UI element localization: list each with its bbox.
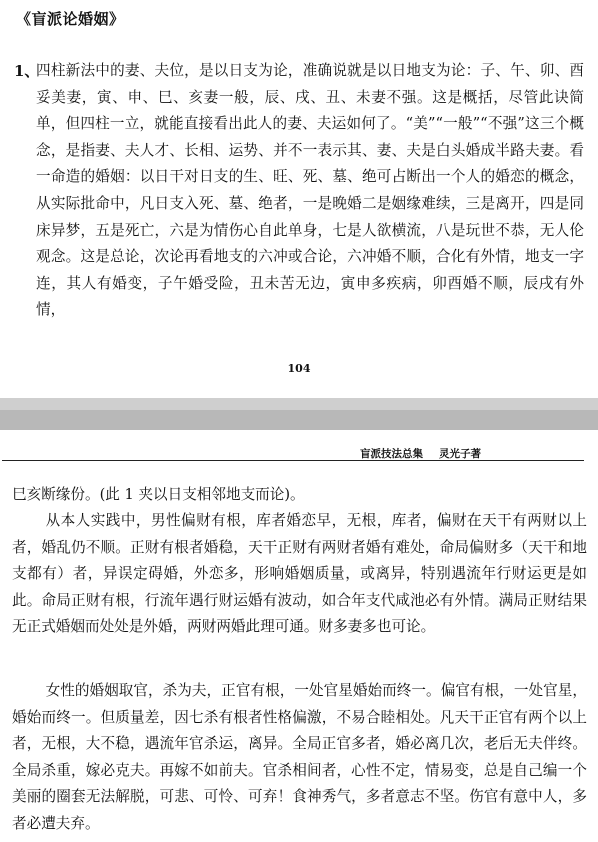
body-paragraph: 从本人实践中，男性偏财有根，库者婚恋早，无根，库者，偏财在天干有两财以上者，婚乱仍不顺。正财有根者婚稳，天干正财有两财者婚有难处，命局偏财多（天干和地支都有）者，异误定碍婚，外恋多，形响婚姻质量，或离异，特别遇流年行财运更是如此。命局正财有根，行流年遇行财运婚有波动，如合年支代咸池必有外情。满局正财结果无正式婚姻而处处是外婚，两财两婚此理可通。财多妻多也可论。	[12, 512, 587, 636]
item-number: 1、	[14, 62, 40, 80]
body-paragraph: 巳亥断缘份。(此 1 夹以日支相邻地支而论)。	[12, 486, 305, 503]
running-header	[360, 446, 481, 461]
section-title: 《盲派论婚姻》	[16, 10, 125, 28]
page-number: 104	[287, 362, 311, 375]
lower-book-page	[0, 430, 598, 842]
body-paragraph: 女性的婚姻取官，杀为夫，正官有根，一处官星婚始而终一。偏官有根，一处官星，婚始而终一。但质量差，因七杀有根者性格偏激，不易合睦相处。凡天干正官有两个以上者，无根，大不稳，遇流年官杀运，离异。全局正官多者，婚必离几次，老后无夫伴终。全局杀重，嫁必克夫。再嫁不如前夫。官杀相间者，心性不定，情易变，总是自己编一个美丽的圈套无法解脱，可悲、可怜、可弃！食神秀气，多者意志不坚。伤官有意中人，多者必遭夫弃。	[12, 682, 587, 832]
body-paragraph: 四柱新法中的妻、夫位，是以日支为论，准确说就是以日地支为论：子、午、卯、酉妥美妻，寅、申、巳、亥妻一般，辰、戌、丑、未妻不强。这是概括，尽管此诀简单，但四柱一立，就能直接看出此人的妻、夫运如何了。“美”“一般”“不强”这三个概念，是指妻、夫人才、长相、运势、并不一表示其、妻、夫是白头婚成半路夫妻。看一命造的婚姻：以日干对日支的生、旺、死、墓、绝可占断出一个人的婚恋的概念，从实际批命中，凡日支入死、墓、绝者，一是晚婚二是姻缘难续，三是离开，四是同床异梦，五是死亡，六是为情伤心自此单身，七是人欲横流，八是玩世不恭，无人伦观念。这是总论，次论再看地支的六冲或合论，六冲婚不顺，合化有外情，地支一字连，其人有婚变，子午婚受险，丑未苦无边，寅申多疾病，卯酉婚不顺，辰戌有外情，	[36, 62, 584, 319]
running-header-author: 灵光子著	[439, 448, 481, 460]
header-rule	[2, 460, 584, 461]
upper-book-page	[0, 0, 598, 398]
running-header-book-title: 盲派技法总集	[360, 448, 423, 460]
page-separator	[0, 398, 598, 430]
